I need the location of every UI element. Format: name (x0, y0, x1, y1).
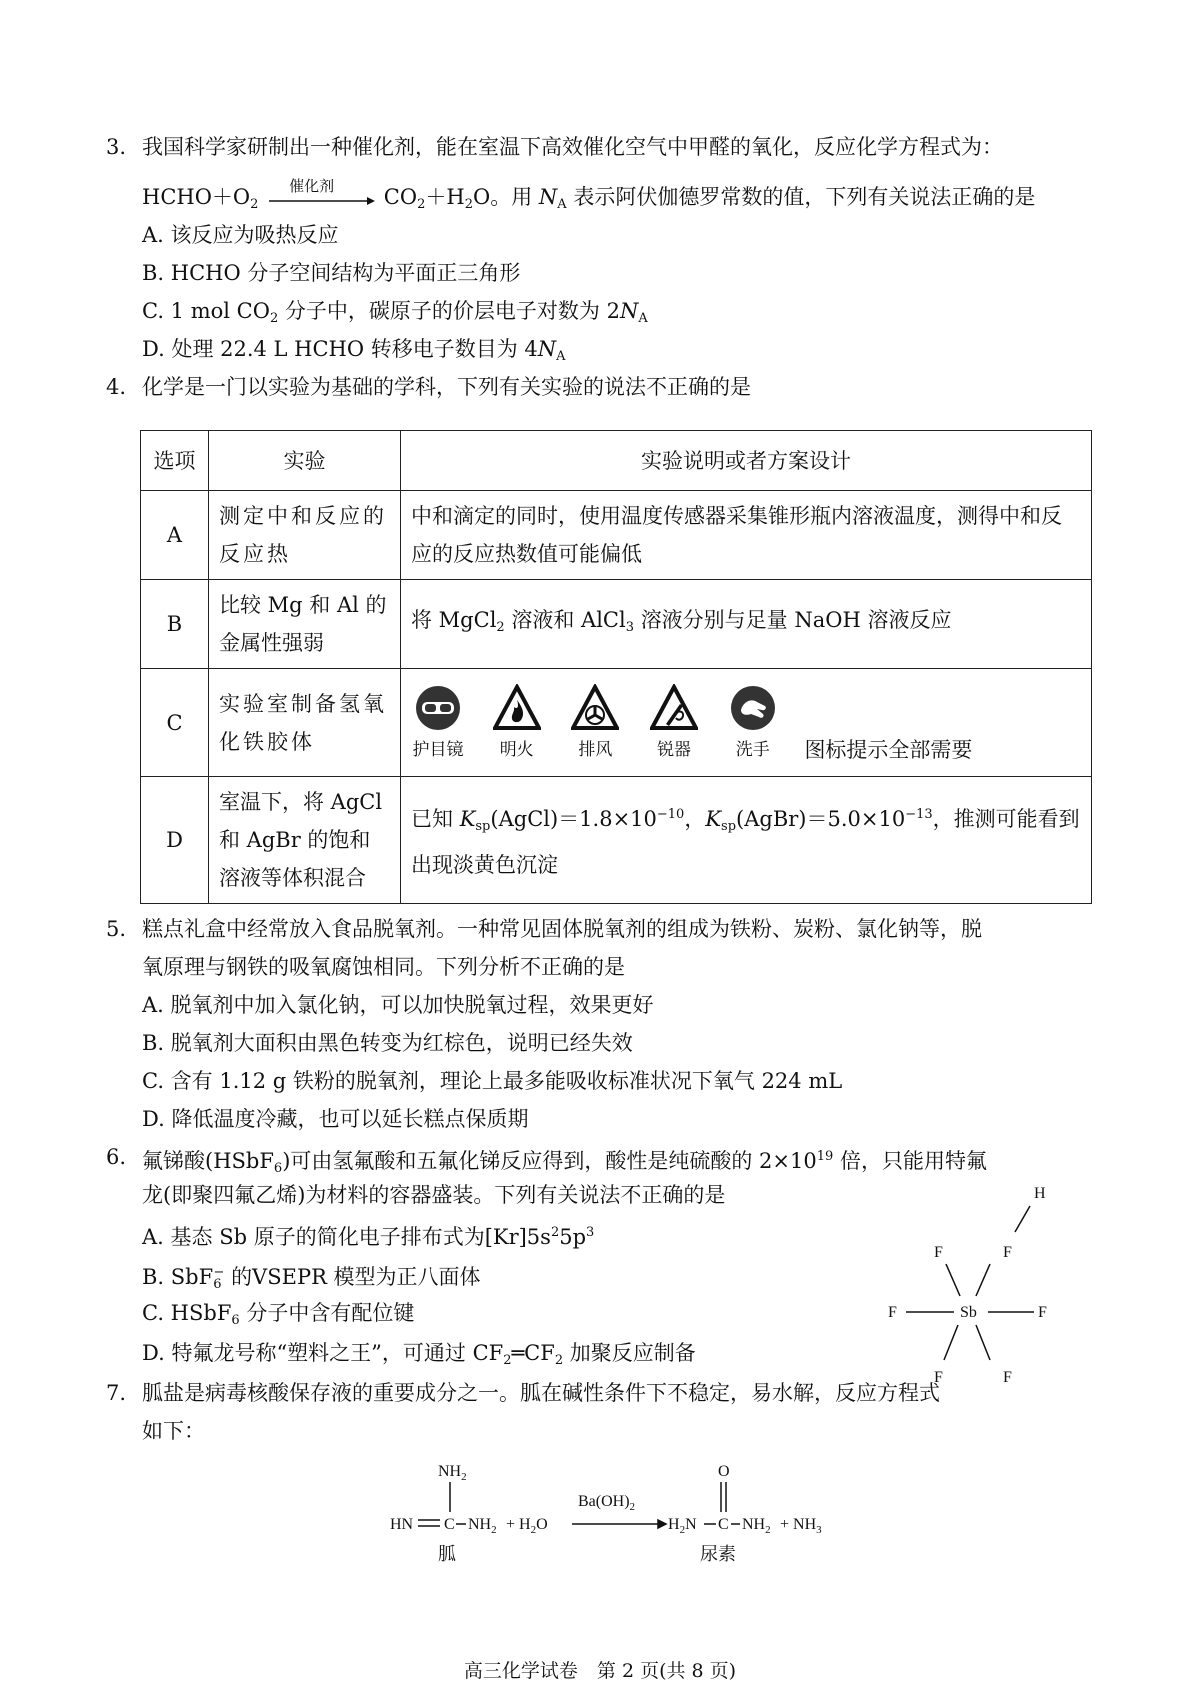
experiment-table (140, 430, 1092, 904)
q6-option-b: B. SbF$_6$− 的VSEPR 模型为正八面体 (142, 1265, 481, 1292)
q4-stem: 化学是一门以实验为基础的学科，下列有关实验的说法不正确的是 (142, 375, 751, 399)
q3-equation-line: $HCHO+O_2$ 催化剂 $CO_2+H_2O$。用 $N_A$ 表示阿伏伽德罗常数的值，下列有关说法正确的是 (142, 176, 1036, 212)
svg-text:C: C (718, 1516, 729, 1533)
q5-option-a: A. 脱氧剂中加入氯化钠，可以加快脱氧过程，效果更好 (142, 993, 654, 1017)
svg-text:C: C (444, 1516, 455, 1533)
open-flame-icon: 明火 (490, 684, 544, 761)
q3-number: 3. (106, 135, 127, 159)
svg-text:NH2: $NH_2$ (468, 1516, 497, 1536)
q6-stem-line1: 氟锑酸(HSbF$_6$)可由氢氟酸和五氟化锑反应得到，酸性是纯硫酸的 $2\times 10^{19}$ 倍，只能用特氟 (142, 1149, 987, 1176)
q5-stem-line2: 氧原理与钢铁的吸氧腐蚀相同。下列分析不正确的是 (142, 955, 625, 979)
q5-option-b: B. 脱氧剂大面积由黑色转变为红棕色，说明已经失效 (142, 1031, 633, 1055)
catalyst-arrow: 催化剂 (267, 189, 375, 209)
table-row: A 测定中和反应的反应热 中和滴定的同时，使用温度传感器采集锥形瓶内溶液温度，测得中和反应的反应热数值可能偏低 (141, 491, 1092, 580)
hsbf6-structure-diagram (870, 1180, 1080, 1400)
svg-text:Ba(OH)2: $Ba(OH)_2$ (578, 1493, 636, 1513)
q6-option-d: D. 特氟龙号称“塑料之王”，可通过 $CF_2═CF_2$ 加聚反应制备 (142, 1341, 696, 1368)
q5-number: 5. (106, 917, 127, 941)
q5-stem-line1: 糕点礼盒中经常放入食品脱氧剂。一种常见固体脱氧剂的组成为铁粉、炭粉、氯化钠等，脱 (142, 917, 982, 941)
svg-text:O: O (718, 1463, 730, 1480)
ventilation-icon: 排风 (568, 684, 622, 761)
icon-hint-text: 图标提示全部需要 (804, 737, 973, 762)
hand-wash-icon: 洗手 (726, 684, 780, 761)
label-urea: 尿素 (700, 1544, 736, 1564)
atom-f: F (1038, 1304, 1047, 1321)
svg-text:+ NH3: + $NH_3$ (780, 1516, 822, 1536)
atom-f: F (1003, 1369, 1012, 1386)
table-header-experiment: 实验 (209, 431, 401, 491)
svg-text:NH2: $NH_2$ (438, 1463, 467, 1483)
atom-f: F (888, 1304, 897, 1321)
q5-option-c: C. 含有 1.12 g 铁粉的脱氧剂，理论上最多能吸收标准状况下氧气 224 mL (142, 1069, 843, 1093)
page-footer: 高三化学试卷 第 2 页(共 8 页) (463, 1660, 737, 1682)
q3-stem-line1: 我国科学家研制出一种催化剂，能在室温下高效催化空气中甲醛的氧化，反应化学方程式为： (142, 135, 1003, 159)
guanidine-hydrolysis-scheme (380, 1456, 860, 1606)
svg-text:+ H2O: + $H_2O$ (506, 1516, 548, 1536)
q5-option-d: D. 降低温度冷藏，也可以延长糕点保质期 (142, 1107, 529, 1131)
svg-text:NH2: $NH_2$ (742, 1516, 771, 1536)
goggles-icon: 护目镜 (411, 684, 465, 761)
table-row: B 比较 Mg 和 Al 的金属性强弱 将 MgCl$_2$ 溶液和 AlCl$_3$ 溶液分别与足量 NaOH 溶液反应 (141, 580, 1092, 669)
table-row: C 实验室制备氢氧化铁胶体 护目镜 明火 排风 锐器 洗手 图标提示全部需要 (141, 669, 1092, 777)
atom-f: F (934, 1244, 943, 1261)
q7-stem-line1: 胍盐是病毒核酸保存液的重要成分之一。胍在碱性条件下不稳定，易水解，反应方程式 (142, 1381, 940, 1405)
q6-stem-line2: 龙(即聚四氟乙烯)为材料的容器盛装。下列有关说法不正确的是 (142, 1183, 726, 1207)
table-header-description: 实验说明或者方案设计 (401, 431, 1092, 491)
q3-option-b: B. HCHO 分子空间结构为平面正三角形 (142, 261, 521, 285)
svg-text:HN: HN (390, 1516, 414, 1533)
q7-number: 7. (106, 1381, 127, 1405)
table-header-option: 选项 (141, 431, 209, 491)
q6-option-a: A. 基态 Sb 原子的简化电子排布式为$[Kr]5s^25p^3$ (142, 1225, 595, 1249)
q3-option-c: C. 1 mol $CO_2$ 分子中，碳原子的价层电子对数为 $2N_A$ (142, 299, 648, 326)
label-guanidine: 胍 (438, 1544, 456, 1564)
q6-number: 6. (106, 1145, 127, 1169)
sharp-object-icon: 锐器 (647, 684, 701, 761)
q7-stem-line2: 如下： (142, 1419, 205, 1443)
q3-option-a: A. 该反应为吸热反应 (142, 223, 339, 247)
atom-sb: Sb (960, 1304, 977, 1321)
q3-option-d: D. 处理 22.4 L HCHO 转移电子数目为 $4N_A$ (142, 337, 566, 364)
table-row: D 室温下，将 AgCl 和 AgBr 的饱和溶液等体积混合 已知 $K_{sp}(AgCl)=1.8\times 10^{-10}$，$K_{sp}(AgBr)=5.0\times 10^{-13}$，推测可能看到出现淡黄色沉淀 (141, 777, 1092, 904)
atom-f: F (934, 1369, 943, 1386)
atom-h: H (1034, 1185, 1046, 1202)
q4-number: 4. (106, 375, 127, 399)
atom-f: F (1003, 1244, 1012, 1261)
svg-text:H2N: $H_2N$ (668, 1516, 697, 1536)
q6-option-c: C. HSbF$_6$ 分子中含有配位键 (142, 1301, 415, 1328)
